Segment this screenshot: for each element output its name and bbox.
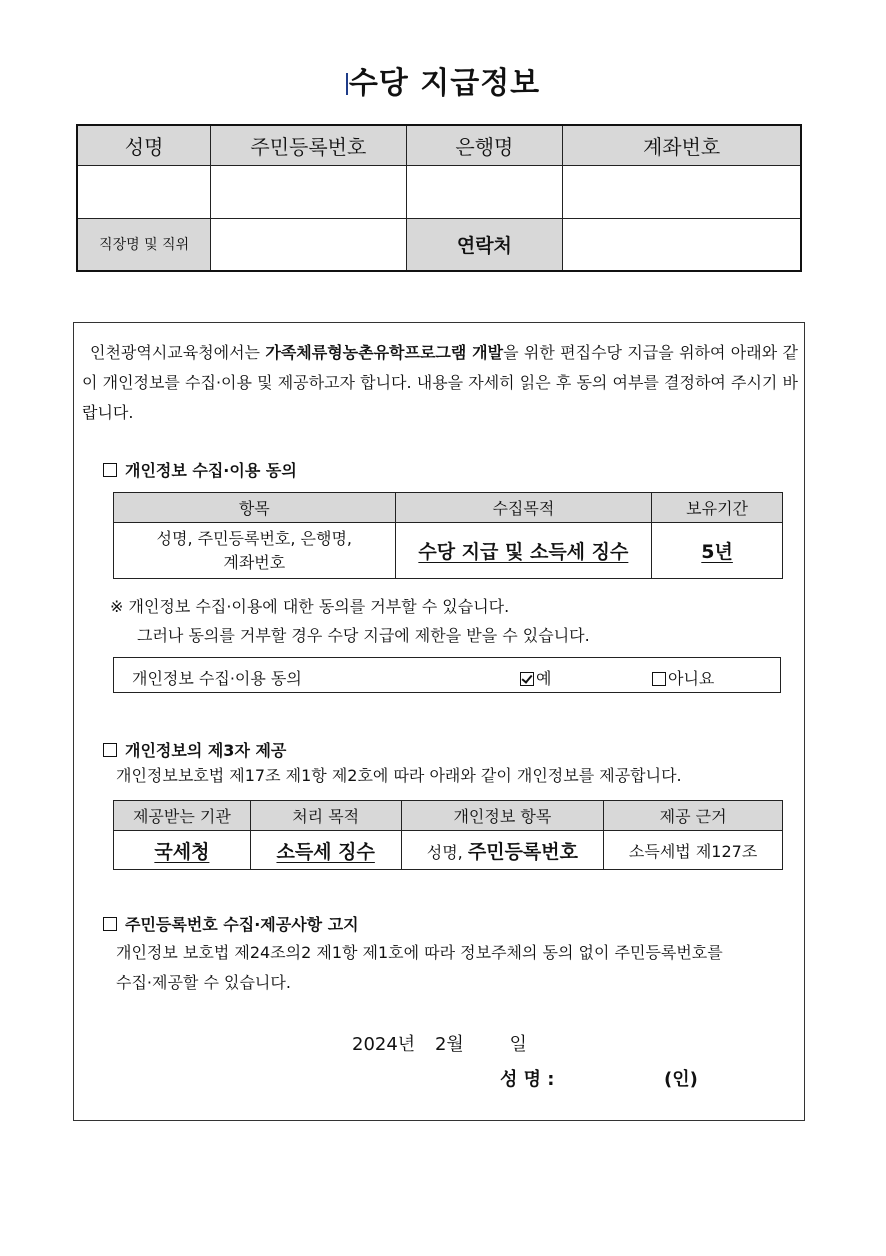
retention-period: 5년 <box>652 523 783 579</box>
date-month: 2월 <box>434 1034 464 1055</box>
recipient-org: 국세청 <box>114 831 251 870</box>
processing-purpose: 소득세 징수 <box>250 831 401 870</box>
date-day: 일 <box>509 1034 527 1055</box>
text-cursor <box>346 73 348 95</box>
consent-row <box>113 657 781 693</box>
header-purpose: 수집목적 <box>395 493 652 523</box>
resident-number-cell[interactable] <box>211 165 406 218</box>
signature-line <box>500 1065 720 1091</box>
header-item: 항목 <box>114 493 396 523</box>
contact-label: 연락처 <box>406 218 563 271</box>
bank-cell[interactable] <box>406 165 563 218</box>
header-recipient: 제공받는 기관 <box>114 801 251 831</box>
header-bank: 은행명 <box>406 125 563 165</box>
collected-items: 성명, 주민등록번호, 은행명, 계좌번호 <box>114 523 396 579</box>
section-resident-number-title: 주민등록번호 수집·제공사항 고지 <box>103 912 359 935</box>
collection-purpose: 수당 지급 및 소득세 징수 <box>395 523 652 579</box>
refusal-note-1: ※ 개인정보 수집·이용에 대한 동의를 거부할 수 있습니다. <box>110 597 510 616</box>
square-bullet-icon <box>103 917 117 931</box>
date-year: 2024년 <box>352 1034 416 1055</box>
section-collection-title: 개인정보 수집·이용 동의 <box>103 458 297 481</box>
program-name: 가족체류형농촌유학프로그램 개발 <box>265 343 504 362</box>
section-third-party-title: 개인정보의 제3자 제공 <box>103 738 286 761</box>
header-resident-number: 주민등록번호 <box>211 125 406 165</box>
refusal-note-2: 그러나 동의를 거부할 경우 수당 지급에 제한을 받을 수 있습니다. <box>137 626 590 645</box>
payee-info-table <box>76 124 802 272</box>
name-label: 성 명 : <box>500 1069 555 1090</box>
signature-date <box>352 1030 541 1056</box>
provision-basis: 소득세법 제127조 <box>604 831 783 870</box>
third-party-desc: 개인정보보호법 제17조 제1항 제2호에 따라 아래와 같이 개인정보를 제공합니다. <box>116 766 682 785</box>
collection-table <box>113 492 783 579</box>
seal-mark: (인) <box>664 1069 698 1090</box>
resident-number-desc: 개인정보 보호법 제24조의2 제1항 제1호에 따라 정보주체의 동의 없이 주민등록번호를 수집·제공할 수 있습니다. <box>116 943 723 992</box>
contact-cell[interactable] <box>563 218 801 271</box>
checked-checkbox-icon[interactable] <box>520 672 534 686</box>
header-basis: 제공 근거 <box>604 801 783 831</box>
name-cell[interactable] <box>77 165 211 218</box>
square-bullet-icon <box>103 463 117 477</box>
intro-paragraph: 인천광역시교육청에서는 가족체류형농촌유학프로그램 개발을 위한 편집수당 지급을 위하여 아래와 같이 개인정보를 수집·이용 및 제공하고자 합니다. 내용을 자세히 읽은 후 동의 여부를 결정하여 주시기 바랍니다. <box>82 343 798 422</box>
unchecked-checkbox-icon[interactable] <box>652 672 666 686</box>
third-party-table <box>113 800 783 870</box>
consent-label: 개인정보 수집·이용 동의 <box>132 669 302 688</box>
header-account: 계좌번호 <box>563 125 801 165</box>
header-period: 보유기간 <box>652 493 783 523</box>
square-bullet-icon <box>103 743 117 757</box>
consent-box <box>73 322 805 1121</box>
consent-yes-option[interactable]: 예 <box>520 666 551 689</box>
header-personal-items: 개인정보 항목 <box>401 801 604 831</box>
workplace-label: 직장명 및 직위 <box>77 218 211 271</box>
workplace-cell[interactable] <box>211 218 406 271</box>
provided-items: 성명, 주민등록번호 <box>401 831 604 870</box>
consent-no-option[interactable]: 아니요 <box>652 666 714 689</box>
header-processing-purpose: 처리 목적 <box>250 801 401 831</box>
page-title: 수당 지급정보 <box>0 58 886 102</box>
header-name: 성명 <box>77 125 211 165</box>
account-cell[interactable] <box>563 165 801 218</box>
